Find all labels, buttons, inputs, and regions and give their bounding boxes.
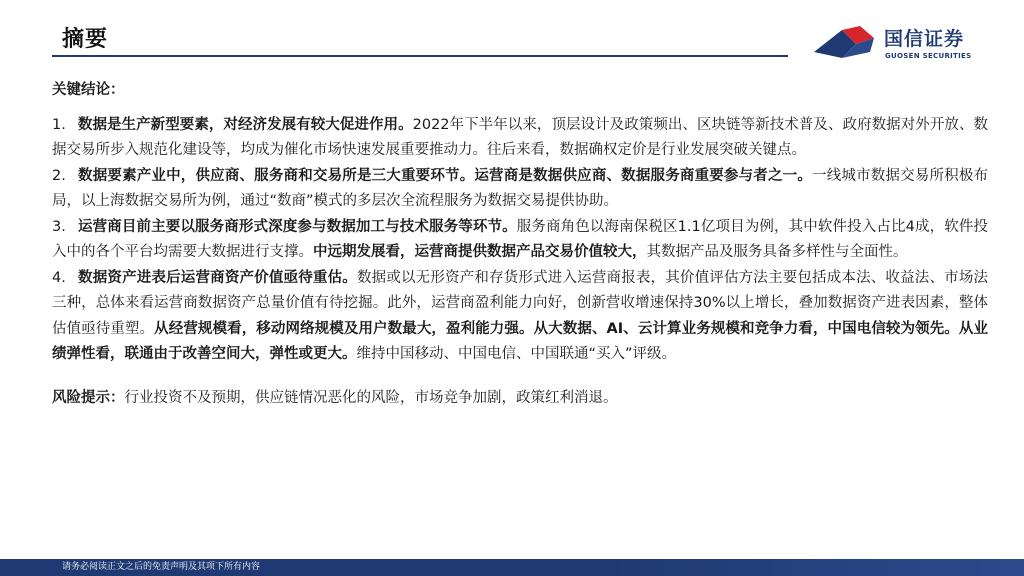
- item-highlight: 数据是生产新型要素，对经济发展有较大促进作用。: [77, 116, 413, 133]
- page-title: 摘要: [62, 27, 109, 52]
- title-divider: [52, 55, 788, 57]
- summary-content: [52, 78, 988, 411]
- key-conclusions-label: 关键结论：: [52, 82, 125, 98]
- item-number: 1.: [52, 116, 66, 133]
- conclusion-item-1: [52, 113, 988, 164]
- item-text: 服务商角色以海南保税区1.1亿项目为例，其中软件投入占比4成，软件投入中的各个平台均需要大数据进行支撑。: [52, 218, 988, 260]
- item-text: 一线城市数据交易所积极布局，以上海数据交易所为例，通过“数商”模式的多层次全流程服务为数据交易提供协助。: [52, 167, 989, 209]
- item-highlight: 从经营规模看，移动网络规模及用户数最大，盈利能力强。从大数据、AI、云计算业务规模和竞争力看，中国电信较为领先。从业绩弹性看，联通由于改善空间大，弹性或更大。: [52, 320, 988, 362]
- risk-label: 风险提示：: [52, 389, 125, 406]
- conclusion-item-3: [52, 215, 988, 266]
- conclusion-item-4: [52, 266, 988, 368]
- conclusion-item-2: [52, 164, 988, 215]
- item-text: 其数据产品及服务具备多样性与全面性。: [646, 244, 908, 260]
- item-number: 2.: [52, 167, 66, 184]
- item-text: 维持中国移动、中国电信、中国联通“买入”评级。: [356, 346, 677, 362]
- item-number: 4.: [52, 269, 66, 286]
- risk-text: 行业投资不及预期，供应链情况恶化的风险，市场竞争加剧，政策红利消退。: [124, 389, 618, 406]
- logo-chinese-name: 国信证券: [884, 28, 965, 50]
- footer-disclaimer: 请务必阅读正文之后的免责声明及其项下所有内容: [62, 562, 261, 572]
- item-highlight: 中远期发展看，运营商提供数据产品交易价值较大，: [313, 244, 647, 260]
- item-text: 数据或以无形资产和存货形式进入运营商报表，其价值评估方法主要包括成本法、收益法、市场法三种，总体来看运营商数据资产总量价值有待挖掘。此外，运营商盈利能力向好，创新营收增速保持30%以上增长，叠加数据资产进表因素，整体估值亟待重塑。: [52, 269, 989, 337]
- item-highlight: 数据资产进表后运营商资产价值亟待重估。: [77, 269, 357, 286]
- guosen-logo-icon: [812, 22, 878, 62]
- risk-warning: [52, 386, 988, 412]
- logo-english-name: GUOSEN SECURITIES: [885, 52, 972, 60]
- item-highlight: 运营商目前主要以服务商形式深度参与数据加工与技术服务等环节。: [77, 218, 517, 235]
- item-text: 2022年下半年以来，顶层设计及政策频出、区块链等新技术普及、政府数据对外开放、数据交易所步入规范化建设等，均成为催化市场快速发展重要推动力。往后来看，数据确权定价是行业发展突破关键点。: [52, 116, 988, 158]
- item-number: 3.: [52, 218, 66, 235]
- footer-bar: [0, 559, 1024, 576]
- item-highlight: 数据要素产业中，供应商、服务商和交易所是三大重要环节。运营商是数据供应商、数据服务商重要参与者之一。: [77, 167, 813, 184]
- company-logo: [812, 20, 1002, 64]
